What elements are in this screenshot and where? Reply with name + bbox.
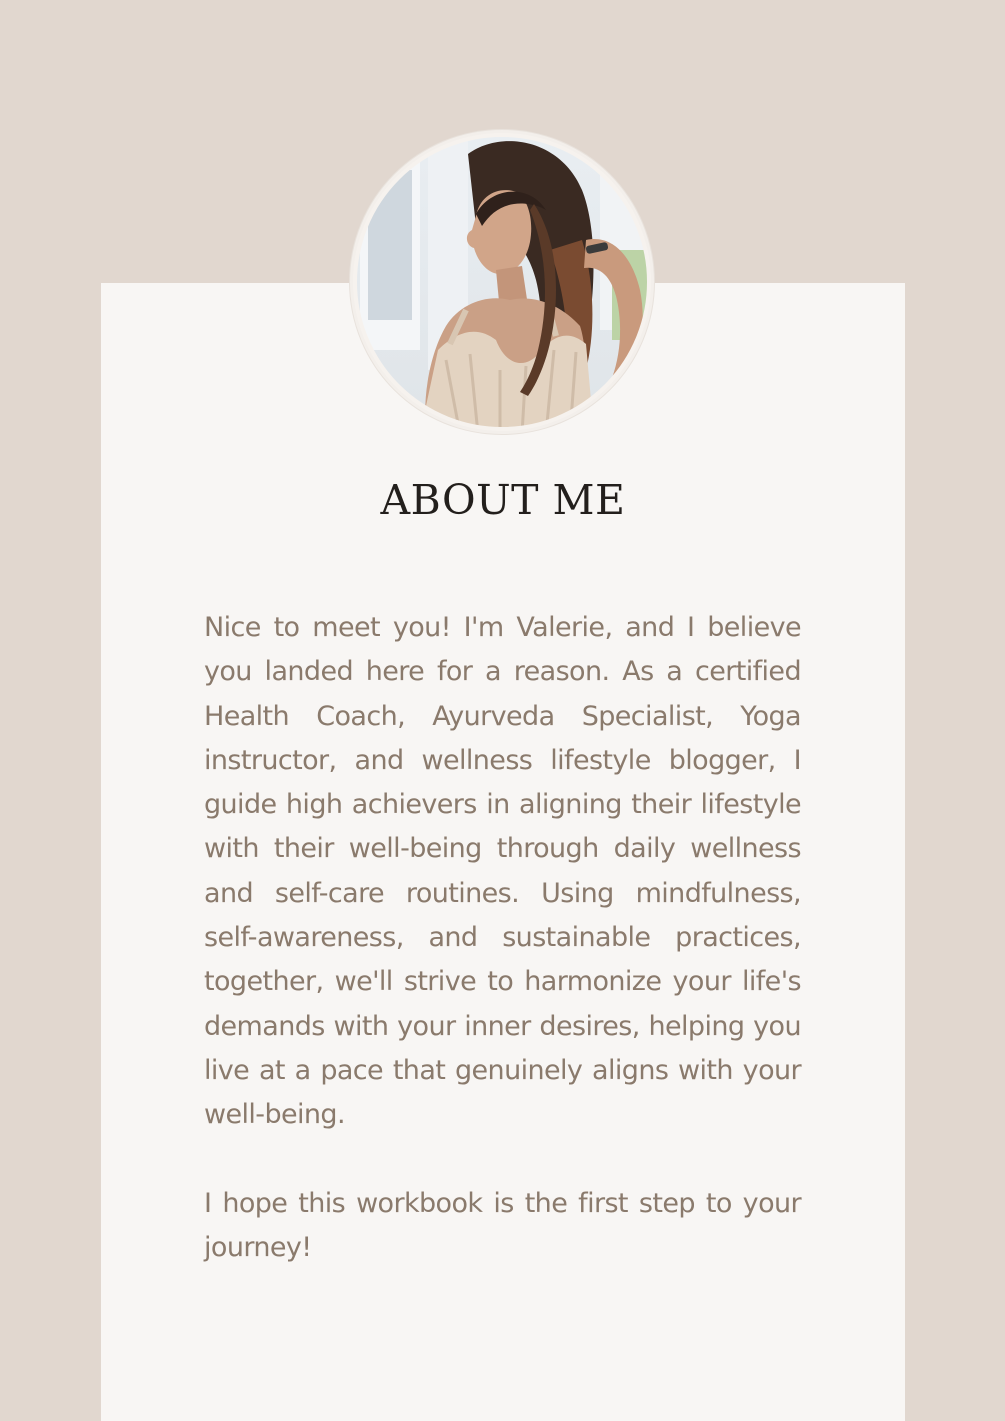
profile-photo <box>350 130 654 434</box>
bio-text <box>204 606 801 1270</box>
page-title: ABOUT ME <box>380 476 626 524</box>
bio-paragraph: Nice to meet you! I'm Valerie, and I believe you landed here for a reason. As a certified Health Coach, Ayurveda Specialist, Yoga instructor, and wellness lifestyle blogger, I guide high achievers in aligning their lifestyle with their well-being through daily wellness and self-care routines. Using mindfulness, self-awareness, and sustainable practices, together, we'll strive to harmonize your life's demands with your inner desires, helping you live at a pace that genuinely aligns with your well-being. <box>204 612 801 1131</box>
bio-paragraph: I hope this workbook is the first step to your journey! <box>204 1187 801 1264</box>
